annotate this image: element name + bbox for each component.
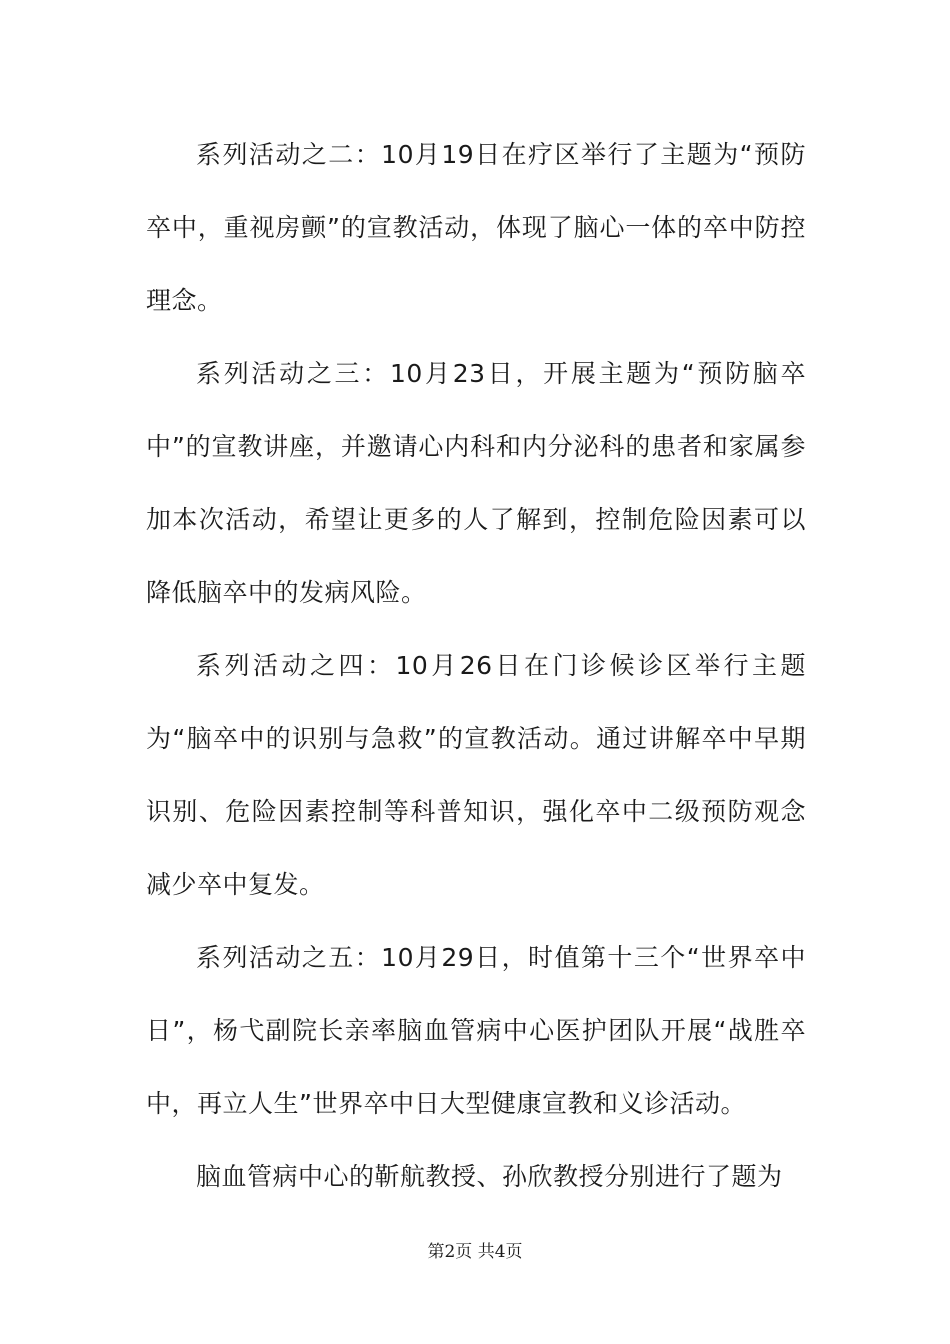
paragraph-activity-3: 系列活动之三：10月23日，开展主题为“预防脑卒中”的宣教讲座，并邀请心内科和内分泌科的患者和家属参加本次活动，希望让更多的人了解到，控制危险因素可以降低脑卒中的发病风险。 bbox=[146, 359, 806, 607]
paragraph-activity-4: 系列活动之四：10月26日在门诊候诊区举行主题为“脑卒中的识别与急救”的宣教活动。通过讲解卒中早期识别、危险因素控制等科普知识，强化卒中二级预防观念减少卒中复发。 bbox=[146, 651, 806, 899]
paragraph-activity-2: 系列活动之二：10月19日在疗区举行了主题为“预防卒中，重视房颤”的宣教活动，体现了脑心一体的卒中防控理念。 bbox=[146, 140, 806, 315]
paragraph-lectures: 脑血管病中心的靳航教授、孙欣教授分别进行了题为 bbox=[196, 1162, 783, 1191]
document-body bbox=[146, 118, 806, 1213]
paragraph-activity-5: 系列活动之五：10月29日，时值第十三个“世界卒中日”，杨弋副院长亲率脑血管病中心医护团队开展“战胜卒中，再立人生”世界卒中日大型健康宣教和义诊活动。 bbox=[146, 943, 806, 1118]
page-number-footer: 第2页 共4页 bbox=[427, 1242, 523, 1262]
